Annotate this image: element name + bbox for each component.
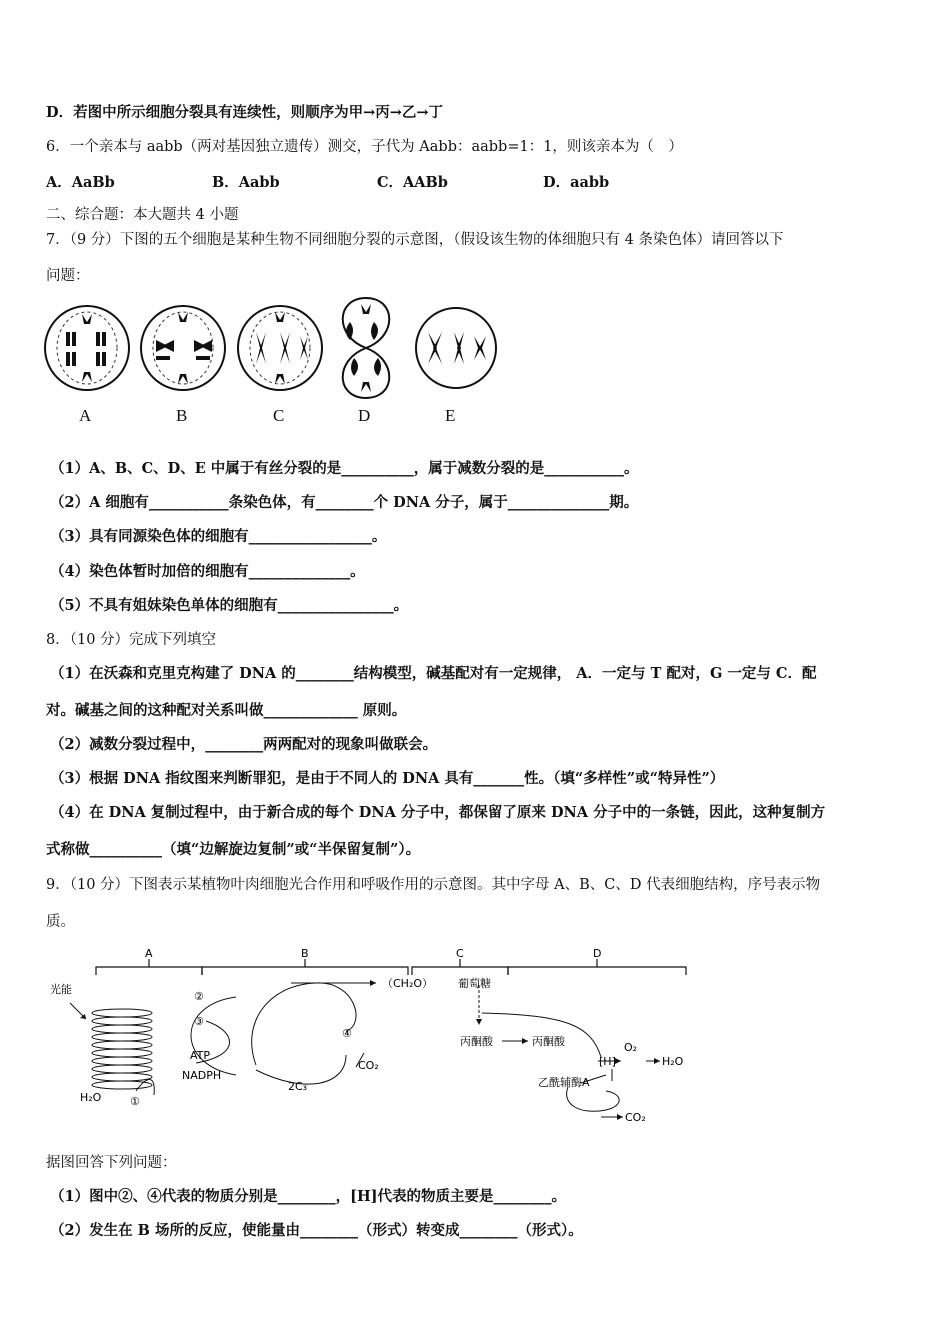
cell-division-figure [44, 296, 504, 436]
q8-item-1a: （1）在沃森和克里克构建了 DNA 的________结构模型，碱基配对有一定规律， A．一定与 T 配对，G 一定与 C．配 [50, 665, 817, 682]
cell-label-e: E [445, 406, 456, 425]
q7-item-1: （1）A、B、C、D、E 中属于有丝分裂的是__________，属于减数分裂的是___________。 [50, 460, 639, 477]
q7-stem-line-1: 7．（9 分）下图的五个细胞是某种生物不同细胞分裂的示意图，（假设该生物的体细胞只有 4 条染色体）请回答以下 [46, 232, 784, 248]
q8-item-4a: （4）在 DNA 复制过程中，由于新合成的每个 DNA 分子中，都保留了原来 DNA 分子中的一条链，因此，这种复制方 [50, 804, 826, 821]
q7-stem-line-2: 问题： [46, 268, 90, 284]
c3-label: 2C₃ [288, 1080, 308, 1093]
light-energy-label: 光能 [50, 983, 72, 996]
acetyl-coa-label: 乙酰辅酶A [538, 1076, 590, 1089]
section-label-d: D [593, 947, 602, 960]
cell-e-outline [416, 308, 496, 388]
nadph-label: NADPH [182, 1069, 222, 1082]
cell-label-a: A [79, 406, 92, 425]
cell-a-outline [45, 306, 129, 390]
co2-in-label: CO₂ [358, 1059, 379, 1072]
pyruvate-1-label: 丙酮酸 [460, 1035, 493, 1048]
photosynthesis-respiration-diagram [46, 945, 696, 1135]
q7-item-3: （3）具有同源染色体的细胞有_________________。 [50, 528, 387, 545]
co2-out-label: CO₂ [625, 1111, 646, 1124]
h2o-in-label: H₂O [80, 1091, 102, 1104]
q8-item-4b: 式称做__________（填“边解旋边复制”或“半保留复制”）。 [46, 841, 421, 858]
cell-b-outline [141, 306, 225, 390]
h-label: [H] [599, 1055, 616, 1068]
q6-stem: 6．一个亲本与 aabb（两对基因独立遗传）测交，子代为 Aabb：aabb=1：1，则该亲本为（ ） [46, 139, 683, 155]
num-2-label: ② [194, 990, 204, 1003]
atp-label: ATP [190, 1049, 211, 1062]
section-label-b: B [301, 947, 309, 960]
q8-item-1b: 对。碱基之间的这种配对关系叫做_____________ 原则。 [46, 702, 407, 719]
glucose-label: 葡萄糖 [458, 977, 491, 990]
q6-option-b: B．Aabb [212, 174, 280, 191]
q8-item-3: （3）根据 DNA 指纹图来判断罪犯，是由于不同人的 DNA 具有_______性。（填“多样性”或“特异性”） [50, 770, 725, 787]
q8-item-2: （2）减数分裂过程中，________两两配对的现象叫做联会。 [50, 736, 438, 753]
num-4-label: ④ [342, 1027, 352, 1040]
cell-label-b: B [176, 406, 188, 425]
q6-option-a: A．AaBb [46, 174, 115, 191]
q5-option-d: D．若图中所示细胞分裂具有连续性，则顺序为甲→丙→乙→丁 [46, 104, 444, 121]
cell-c-outline [238, 306, 322, 390]
q9-stem-line-2: 质。 [46, 914, 75, 930]
q6-option-c: C．AABb [377, 174, 448, 191]
h2o-out-label: H₂O [662, 1055, 684, 1068]
section-label-a: A [145, 947, 153, 960]
num-1-label: ① [130, 1095, 140, 1108]
num-3-label: ③ [194, 1015, 204, 1028]
pyruvate-2-label: 丙酮酸 [532, 1035, 565, 1048]
o2-label: O₂ [624, 1041, 638, 1054]
q9-stem-line-1: 9．（10 分）下图表示某植物叶肉细胞光合作用和呼吸作用的示意图。其中字母 A、B、C、D 代表细胞结构，序号表示物 [46, 877, 821, 893]
q7-item-5: （5）不具有姐妹染色单体的细胞有________________。 [50, 597, 409, 614]
section-label-c: C [456, 947, 464, 960]
cell-label-c: C [273, 406, 285, 425]
q7-item-4: （4）染色体暂时加倍的细胞有______________。 [50, 563, 365, 580]
section-2-title: 二、综合题：本大题共 4 小题 [46, 207, 239, 223]
q7-item-2: （2）A 细胞有___________条染色体，有________个 DNA 分子，属于______________期。 [50, 494, 639, 511]
ch2o-label: （CH₂O） [382, 977, 434, 990]
q9-item-1: （1）图中②、④代表的物质分别是________，[H]代表的物质主要是________。 [50, 1188, 567, 1205]
q9-prompt: 据图回答下列问题： [46, 1155, 177, 1171]
q9-item-2: （2）发生在 B 场所的反应，使能量由________（形式）转变成________（形式）。 [50, 1222, 583, 1239]
q6-option-d: D．aabb [543, 174, 610, 191]
q8-stem: 8．（10 分）完成下列填空 [46, 632, 217, 648]
cell-label-d: D [358, 406, 371, 425]
